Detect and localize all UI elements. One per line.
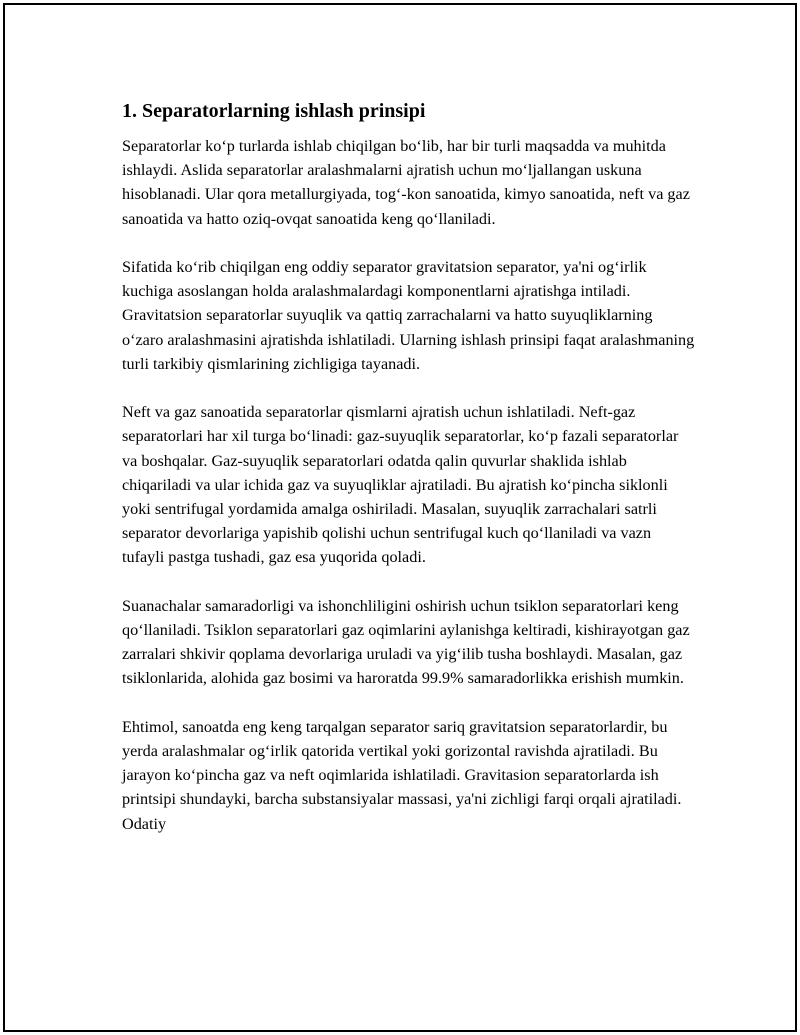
paragraph-5: Ehtimol, sanoatda eng keng tarqalgan separator sariq gravitatsion separatorlardir, bu yerda aralashmalar og‘irlik qatorida vertikal yoki gorizontal ravishda ajratiladi. Bu jarayon ko‘pincha gaz va neft oqimlarida ishlatiladi. Gravitasion separatorlarda ish printsipi shundayki, barcha substansiyalar massasi, ya'ni zichligi farqi orqali ajratiladi. Odatiy <box>122 717 682 833</box>
paragraph-3: Neft va gaz sanoatida separatorlar qismlarni ajratish uchun ishlatiladi. Neft-gaz separatorlari har xil turga bo‘linadi: gaz-suyuqlik separatorlar, ko‘p fazali separatorlar va boshqalar. Gaz-suyuqlik separatorlari odatda qalin quvurlar shaklida ishlab chiqariladi va ular ichida gaz va suyuqliklar ajratiladi. Bu ajratish ko‘pincha siklonli yoki sentrifugal yordamida amalga oshiriladi. Masalan, suyuqlik zarrachalari satrli separator devorlariga yapishib qolishi uchun sentrifugal kuch qo‘llaniladi va vazn tufayli pastga tushadi, gaz esa yuqorida qoladi. <box>122 403 679 567</box>
paragraph-4: Suanachalar samaradorligi va ishonchliligini oshirish uchun tsiklon separatorlari keng qo‘llaniladi. Tsiklon separatorlari gaz oqimlarini aylanishga keltiradi, kishirayotgan gaz zarralari shkivir qoplama devorlariga uruladi va yig‘ilib tusha boshlaydi. Masalan, gaz tsiklonlarida, alohida gaz bosimi va haroratda 99.9% samaradorlikka erishish mumkin. <box>122 596 690 688</box>
paragraph-2: Sifatida ko‘rib chiqilgan eng oddiy separator gravitatsion separator, ya'ni og‘irlik kuchiga asoslangan holda aralashmalardagi komponentlarni ajratishga intiladi. Gravitatsion separatorlar suyuqlik va qattiq zarrachalarni va hatto suyuqliklarning o‘zaro aralashmasini ajratishda ishlatiladi. Ularning ishlash prinsipi faqat aralashmaning turli tarkibiy qismlarining zichligiga tayanadi. <box>122 258 695 373</box>
page-frame <box>3 3 797 1032</box>
paragraph-1: Separatorlar ko‘p turlarda ishlab chiqilgan bo‘lib, har bir turli maqsadda va muhitda ishlaydi. Aslida separatorlar aralashmalarni ajratish uchun mo‘ljallangan uskuna hisoblanadi. Ular qora metallurgiyada, tog‘-kon sanoatida, kimyo sanoatida, neft va gaz sanoatida va hatto oziq-ovqat sanoatida keng qo‘llaniladi. <box>122 137 690 228</box>
section-heading: 1. Separatorlarning ishlash prinsipi <box>122 100 426 122</box>
document-body <box>122 99 697 860</box>
